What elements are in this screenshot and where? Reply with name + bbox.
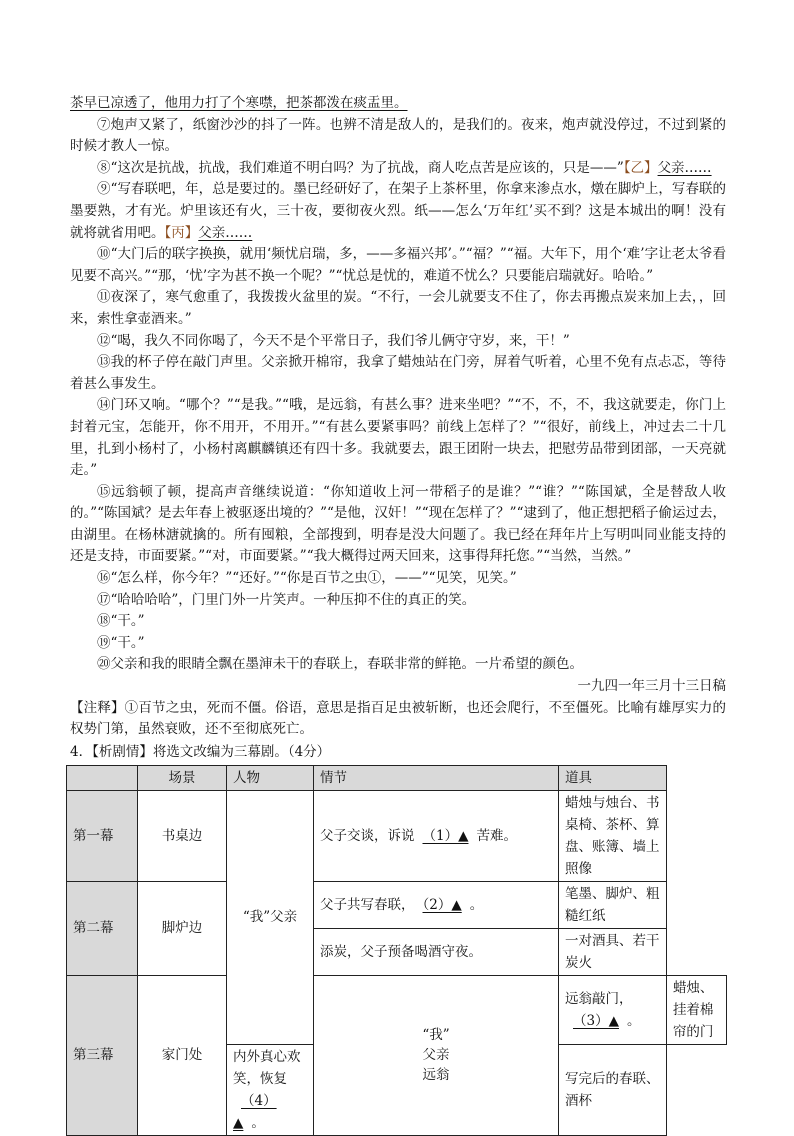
paragraph-19: ⑲“干。”	[97, 634, 145, 651]
person-me: “我”	[422, 1027, 450, 1044]
person-father: 父亲	[422, 1047, 450, 1064]
plot-cell	[314, 881, 559, 928]
people-cell: “我”父亲	[227, 790, 314, 1044]
paragraph-9-text: ⑨“写春联吧，年，总是要过的。墨已经研好了，在架子上茶杯里，你拿来渗点水，燉在脚炉上，写春联的墨要熟，才有光。炉里该还有火，三十夜，要彻夜火烈。纸——怎么‘万年红’买不到？这是本城出的啊！没有就将就省用吧。	[70, 181, 726, 241]
table-row	[67, 881, 727, 928]
header-cell-props: 道具	[559, 765, 667, 790]
paragraph-7: ⑦炮声又紧了，纸窗沙沙的抖了一阵。也辨不清是敌人的，是我们的。夜来，炮声就没停过，不过到紧的时候才教人一惊。	[70, 116, 726, 155]
paragraph-18: ⑱“干。”	[97, 613, 145, 630]
header-cell-scene: 场景	[138, 765, 227, 790]
bracket-yi: 【乙】	[623, 159, 658, 176]
answer-blank-3[interactable]: （3）▲	[573, 1012, 619, 1029]
props-cell: 笔墨、脚炉、粗糙红纸	[559, 881, 667, 928]
plot-cell	[314, 790, 559, 881]
paragraph-20: ⑳父亲和我的眼睛全飘在墨渖未干的春联上，春联非常的鲜艳。一片希望的颜色。	[97, 656, 583, 673]
paragraph-17: ⑰“哈哈哈哈”，门里门外一片笑声。一种压抑不住的真正的笑。	[97, 591, 476, 608]
table-row	[67, 790, 727, 881]
date-line: 一九四一年三月十三日稿	[577, 678, 726, 695]
props-cell: 蜡烛、挂着棉帘的门	[666, 975, 726, 1044]
header-cell-empty	[67, 765, 138, 790]
paragraph-9	[70, 179, 726, 244]
plot-cell	[559, 975, 667, 1044]
plot-text: 父子交谈，诉说	[320, 827, 415, 844]
plot-cell: 添炭，父子预备喝酒守夜。	[314, 928, 559, 975]
scene-cell: 书桌边	[138, 790, 227, 881]
plot-text-end: 。	[251, 1114, 265, 1131]
act-cell: 第三幕	[67, 975, 138, 1135]
props-cell: 写完后的春联、酒杯	[559, 1044, 667, 1135]
paragraph-10: ⑩“大门后的联字换换，就用‘频忧启瑞，多，——多福兴邦’。”“福？”“福。大年下，用个‘难’字让老太爷看见要不高兴。”“那，‘忧’字为甚不换一个呢？”“忧总是忧的，难道不忧么？只要能启瑞就好。哈哈。”	[70, 246, 726, 284]
answer-blank-1[interactable]: （1）▲	[422, 827, 469, 844]
plot-text-end: 。	[469, 896, 484, 913]
bracket-bing: 【丙】	[164, 224, 199, 241]
paragraph-12: ⑫“喝，我久不同你喝了，今天不是个平常日子，我们爷儿俩守守岁，来，干！”	[97, 332, 570, 349]
paragraph-16: ⑯“怎么样，你今年？”“还好。”“你是百节之虫①，——”“见笑，见笑。”	[97, 570, 517, 587]
question-4: 4．【析剧情】将选文改编为三幕剧。（4分）	[70, 743, 331, 760]
answer-blank-2[interactable]: （2）▲	[422, 896, 462, 913]
paragraph-8-tail: 父亲……	[657, 159, 712, 176]
plot-text: 父子共写春联，	[320, 896, 415, 913]
table-header-row	[67, 765, 727, 790]
people-cell-act3	[314, 975, 559, 1135]
scene-cell: 脚炉边	[138, 881, 227, 975]
plot-table	[66, 765, 727, 1136]
paragraph-8-text: ⑧“这次是抗战，抗战，我们难道不明白吗？为了抗战，商人吃点苦是应该的，只是——”	[97, 159, 624, 176]
header-cell-plot: 情节	[314, 765, 559, 790]
plot-text: 远翁敲门，	[565, 990, 633, 1007]
paragraph-14: ⑭门环又响。“哪个？”“是我。”“哦，是远翁，有甚么事？进来坐吧？”“不，不，不，我这就要走，你门上封着元宝，怎能开，你不用开，不用开。”“有甚么要紧事吗？前线上怎样了？”“很好，前线上，冲过去二十几里，扎到小杨村了，小杨村离麒麟镇还有四十多。我就要去，跟王团附一块去，把慰劳品带到团部，一天亮就走。”	[70, 397, 726, 479]
paragraph-15: ⑮远翁顿了顿，提高声音继续说道：“你知道收上河一带稻子的是谁？”“谁？”“陈国斌，全是替敌人收的。”“陈国斌？是去年春上被驱逐出境的？”“是他，汉奸！”“现在怎样了？”“逮到了，他正想把稻子偷运过去，由湖里。在杨林溏就擒的。所有囤粮，全部搜到，明春是没大问题了。我已经在拜年片上写明叫同业能支持的还是支持，市面要紧。”“对，市面要紧。”“我大概得过两天回来，这事得拜托您。”“当然，当然。”	[70, 483, 726, 565]
document-page	[70, 93, 726, 1136]
plot-text-end: 。	[626, 1012, 641, 1029]
scene-cell: 家门处	[138, 975, 227, 1135]
paragraph-9-tail: 父亲……	[198, 224, 253, 241]
paragraph-13: ⑬我的杯子停在敲门声里。父亲掀开棉帘，我拿了蜡烛站在门旁，屏着气听着，心里不免有点忐忑，等待着甚么事发生。	[70, 354, 726, 392]
plot-cell	[227, 1044, 314, 1135]
plot-text-end: 苦难。	[476, 827, 517, 844]
person-yuanweng: 远翁	[422, 1067, 450, 1084]
plot-text: 内外真心欢笑，恢复	[233, 1048, 301, 1087]
table-row	[67, 975, 727, 1044]
annotation-note: 【注释】①百节之虫，死而不僵。俗语，意思是指百足虫被斩断，也还会爬行，不至僵死。比喻有雄厚实力的权势门第，虽然衰败，还不至彻底死亡。	[70, 699, 726, 738]
act-cell: 第二幕	[67, 881, 138, 975]
props-cell: 蜡烛与烛台、书桌椅、茶杯、算盘、账簿、墙上照像	[559, 790, 667, 881]
paragraph-8	[70, 158, 726, 180]
answer-blank-4[interactable]: （4）▲	[233, 1092, 277, 1131]
props-cell: 一对酒具、若干炭火	[559, 928, 667, 975]
header-cell-people: 人物	[227, 765, 314, 790]
paragraph-0: 茶早已凉透了，他用力打了个寒噤，把茶都泼在痰盂里。	[70, 95, 408, 111]
act-cell: 第一幕	[67, 790, 138, 881]
paragraph-11: ⑪夜深了，寒气愈重了，我拨拨火盆里的炭。“不行，一会儿就要支不住了，你去再搬点炭来加上去，，回来，索性拿壶酒来。”	[70, 289, 726, 327]
